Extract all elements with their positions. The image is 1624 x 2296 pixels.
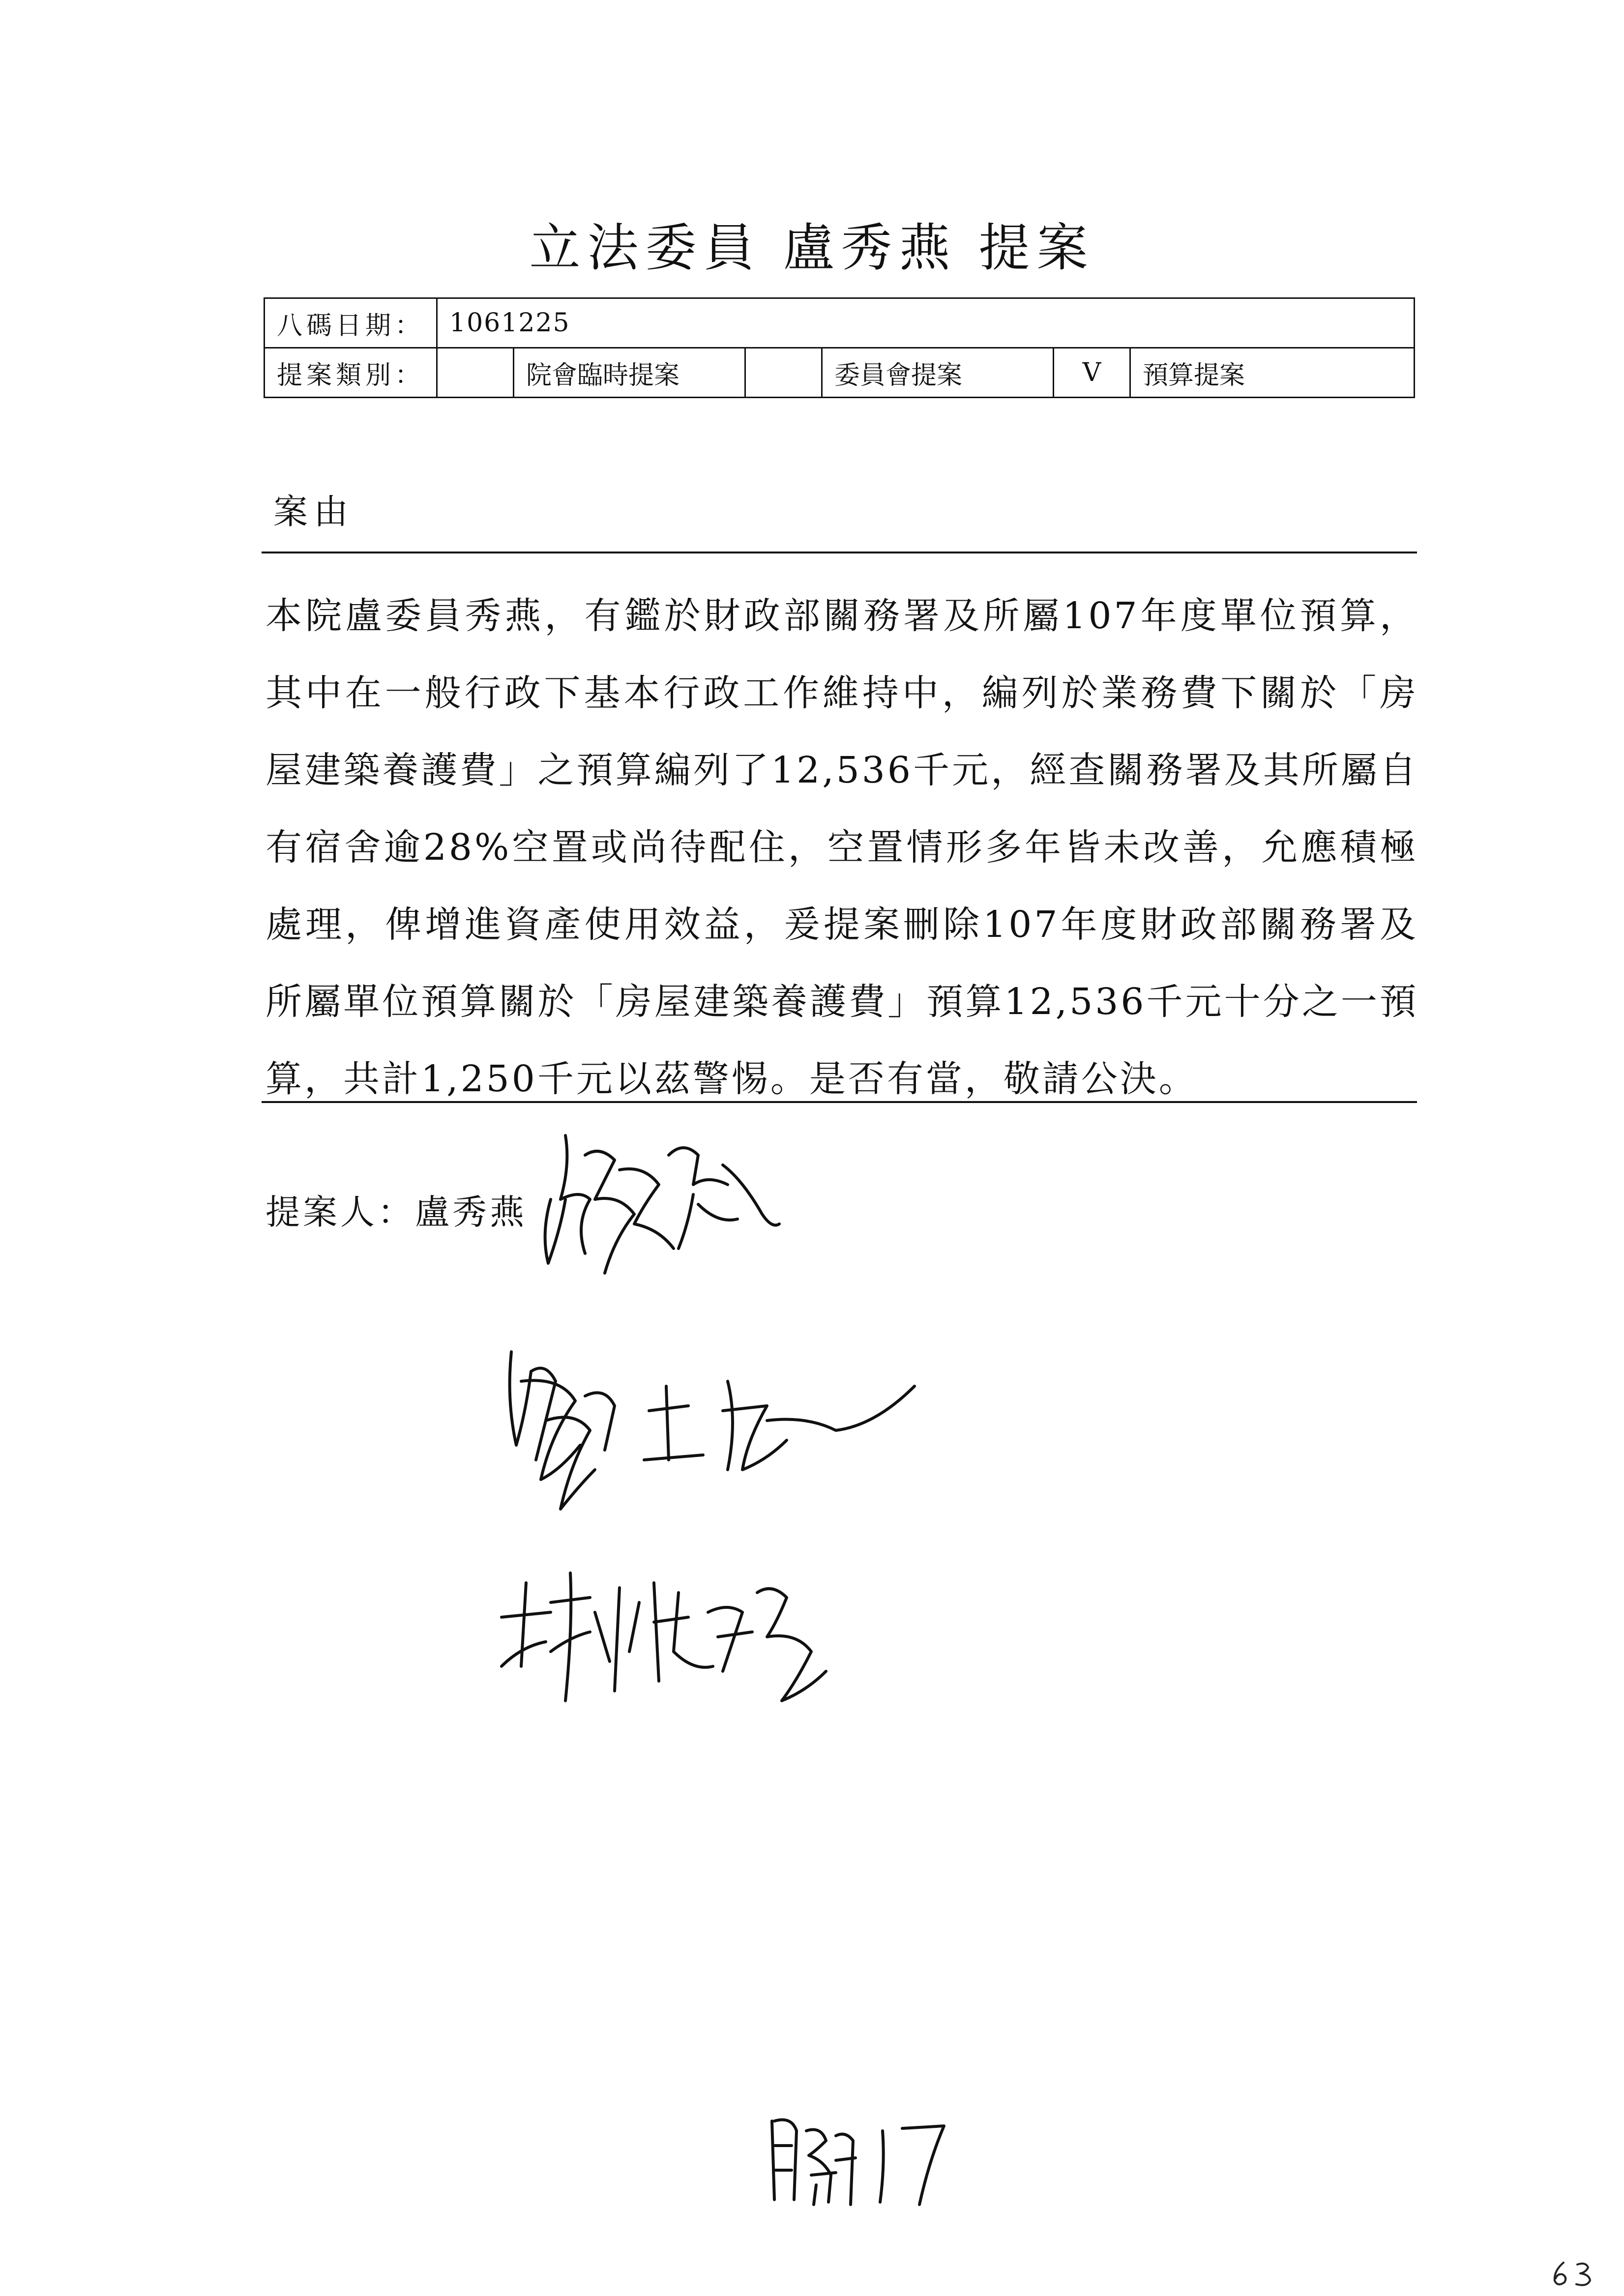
option-mark-committee	[745, 348, 822, 398]
option-label-plenary: 院會臨時提案	[514, 348, 745, 398]
top-divider	[262, 552, 1417, 553]
bottom-divider	[262, 1101, 1417, 1103]
signature-2	[492, 1322, 924, 1534]
option-label-committee: 委員會提案	[822, 348, 1054, 398]
signature-1	[531, 1126, 787, 1288]
date-code-label: 八碼日期：	[265, 298, 437, 348]
title-prefix: 立法委員	[529, 218, 762, 278]
option-label-budget: 預算提案	[1130, 348, 1415, 398]
signature-3	[492, 1553, 836, 1720]
date-code-row	[265, 298, 1415, 348]
handwritten-note-guan17	[762, 2101, 959, 2214]
option-mark-budget: V	[1054, 348, 1130, 398]
proposal-meta-table	[264, 297, 1415, 398]
document-title	[0, 206, 1624, 280]
proposal-type-label: 提案類別：	[265, 348, 437, 398]
section-heading: 案由	[273, 492, 354, 532]
page-number-handwritten	[1549, 2259, 1603, 2288]
proposal-type-row	[265, 348, 1415, 398]
proposal-body-text: 本院盧委員秀燕，有鑑於財政部關務署及所屬107年度單位預算，其中在一般行政下基本行政工作維持中，編列於業務費下關於「房屋建築養護費」之預算編列了12,536千元，經查關務署及其所屬自有宿舍逾28%空置或尚待配住，空置情形多年皆未改善，允應積極處理，俾增進資產使用效益，爰提案刪除107年度財政部關務署及所屬單位預算關於「房屋建築養護費」預算12,536千元十分之一預算，共計1,250千元以茲警惕。是否有當，敬請公決。	[266, 595, 1418, 1100]
proposer-label: 提案人：盧秀燕	[266, 1192, 527, 1232]
title-suffix: 提案	[978, 218, 1095, 278]
title-legislator-name: 盧秀燕	[783, 218, 957, 278]
date-code-value: 1061225	[437, 298, 1415, 348]
option-mark-plenary	[437, 348, 514, 398]
